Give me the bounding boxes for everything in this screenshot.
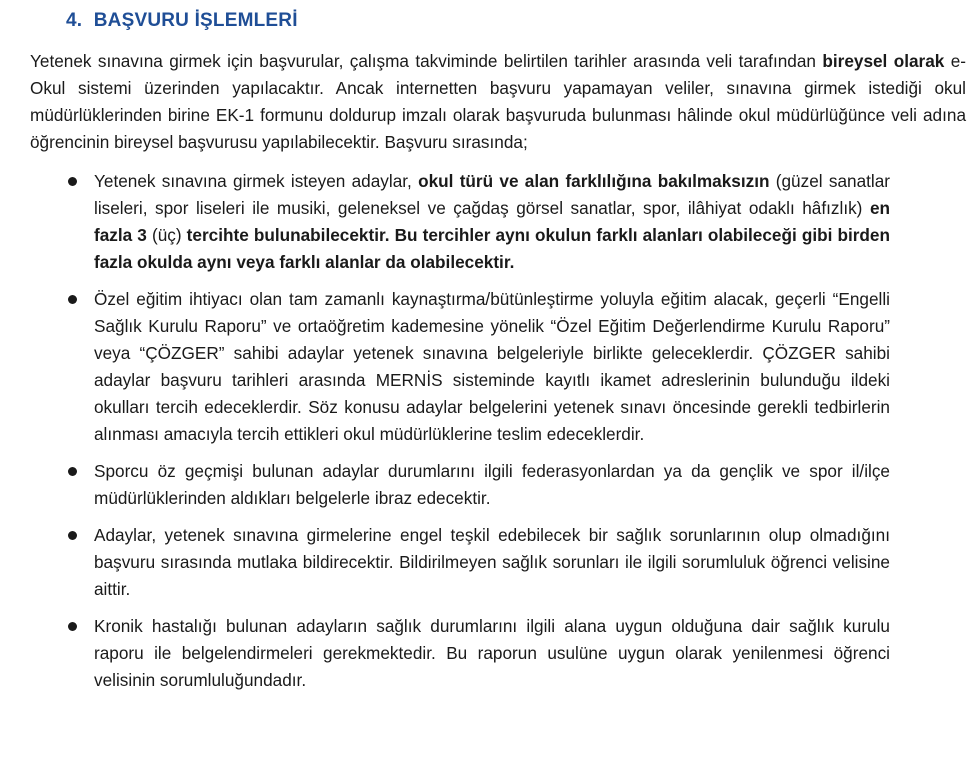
b1-text-2: (güzel sanatlar liseleri, spor liseleri ile musiki, geleneksel ve çağdaş görsel sanatlar, spor, ilâhiyat odaklı hâfızlık) xyxy=(94,171,891,218)
b1-bold-3: tercihte bulunabilecektir. Bu tercihler aynı okulun farklı alanları olabileceği gibi birden fazla okulda aynı veya farklı alanlar da olabilecektir. xyxy=(94,225,890,272)
intro-paragraph xyxy=(30,48,966,156)
b1-bold-2: en fazla 3 xyxy=(94,198,890,245)
bullet-icon xyxy=(68,467,77,476)
intro-text-1: Yetenek sınavına girmek için başvurular, çalışma takviminde belirtilen tarihler arasında veli tarafından xyxy=(30,51,823,71)
bullet-icon xyxy=(68,622,77,631)
section-number: 4. xyxy=(66,10,83,31)
list-item xyxy=(30,522,966,603)
document-page xyxy=(30,0,966,704)
intro-bold-1: bireysel olarak xyxy=(822,51,945,71)
b3-text: Sporcu öz geçmişi bulunan adaylar durumlarını ilgili federasyonlardan ya da gençlik ve spor il/ilçe müdürlüklerinden aldıkları belgelerle ibraz edecektir. xyxy=(94,461,890,508)
section-title: BAŞVURU İŞLEMLERİ xyxy=(93,10,298,31)
section-heading xyxy=(66,8,966,34)
intro-text-2: e-Okul sistemi üzerinden yapılacaktır. Ancak internetten başvuru yapamayan veliler, sınavına girmek istediği okul müdürlüklerinden birine EK-1 formunu doldurup imzalı olarak başvuruda bulunması hâlinde okul müdürlüğünce veli adına öğrencinin bireysel başvurusu yapılabilecektir. Başvuru sırasında; xyxy=(30,51,966,152)
bullet-icon xyxy=(68,295,77,304)
b1-text-1: Yetenek sınavına girmek isteyen adaylar, xyxy=(94,171,419,191)
b4-text: Adaylar, yetenek sınavına girmelerine engel teşkil edebilecek bir sağlık sorunlarının olup olmadığını başvuru sırasında mutlaka bildirecektir. Bildirilmeyen sağlık sorunları ile ilgili sorumluluk öğrenci velisine aittir. xyxy=(94,525,890,599)
b5-text: Kronik hastalığı bulunan adayların sağlık durumlarını ilgili alana uygun olduğuna dair sağlık kurulu raporu ile belgelendirmeleri gerekmektedir. Bu raporun usulüne uygun olarak yenilenmesi öğrenci velisinin sorumluluğundadır. xyxy=(94,616,890,690)
list-item xyxy=(30,286,966,448)
requirements-list xyxy=(30,168,966,694)
b2-text: Özel eğitim ihtiyacı olan tam zamanlı kaynaştırma/bütünleştirme yoluyla eğitim alacak, geçerli “Engelli Sağlık Kurulu Raporu” ve ortaöğretim kademesine yönelik “Özel Eğitim Değerlendirme Kurulu Raporu” veya “ÇÖZGER” sahibi adaylar yetenek sınavına belgeleriyle birlikte geleceklerdir. ÇÖZGER sahibi adaylar başvuru tarihleri arasında MERNİS sisteminde kayıtlı ikamet adreslerinin bulunduğu ildeki okulları tercih edeceklerdir. Söz konusu adaylar belgelerini yetenek sınavı öncesinde gerekli tedbirlerin alınması amacıyla tercih ettikleri okul müdürlüklerine teslim edeceklerdir. xyxy=(94,289,890,444)
b1-bold-1: okul türü ve alan farklılığına bakılmaksızın xyxy=(418,171,770,191)
list-item xyxy=(30,168,966,276)
list-item xyxy=(30,613,966,694)
bullet-icon xyxy=(68,177,77,186)
bullet-icon xyxy=(68,531,77,540)
b1-text-3: (üç) xyxy=(146,225,187,245)
list-item xyxy=(30,458,966,512)
